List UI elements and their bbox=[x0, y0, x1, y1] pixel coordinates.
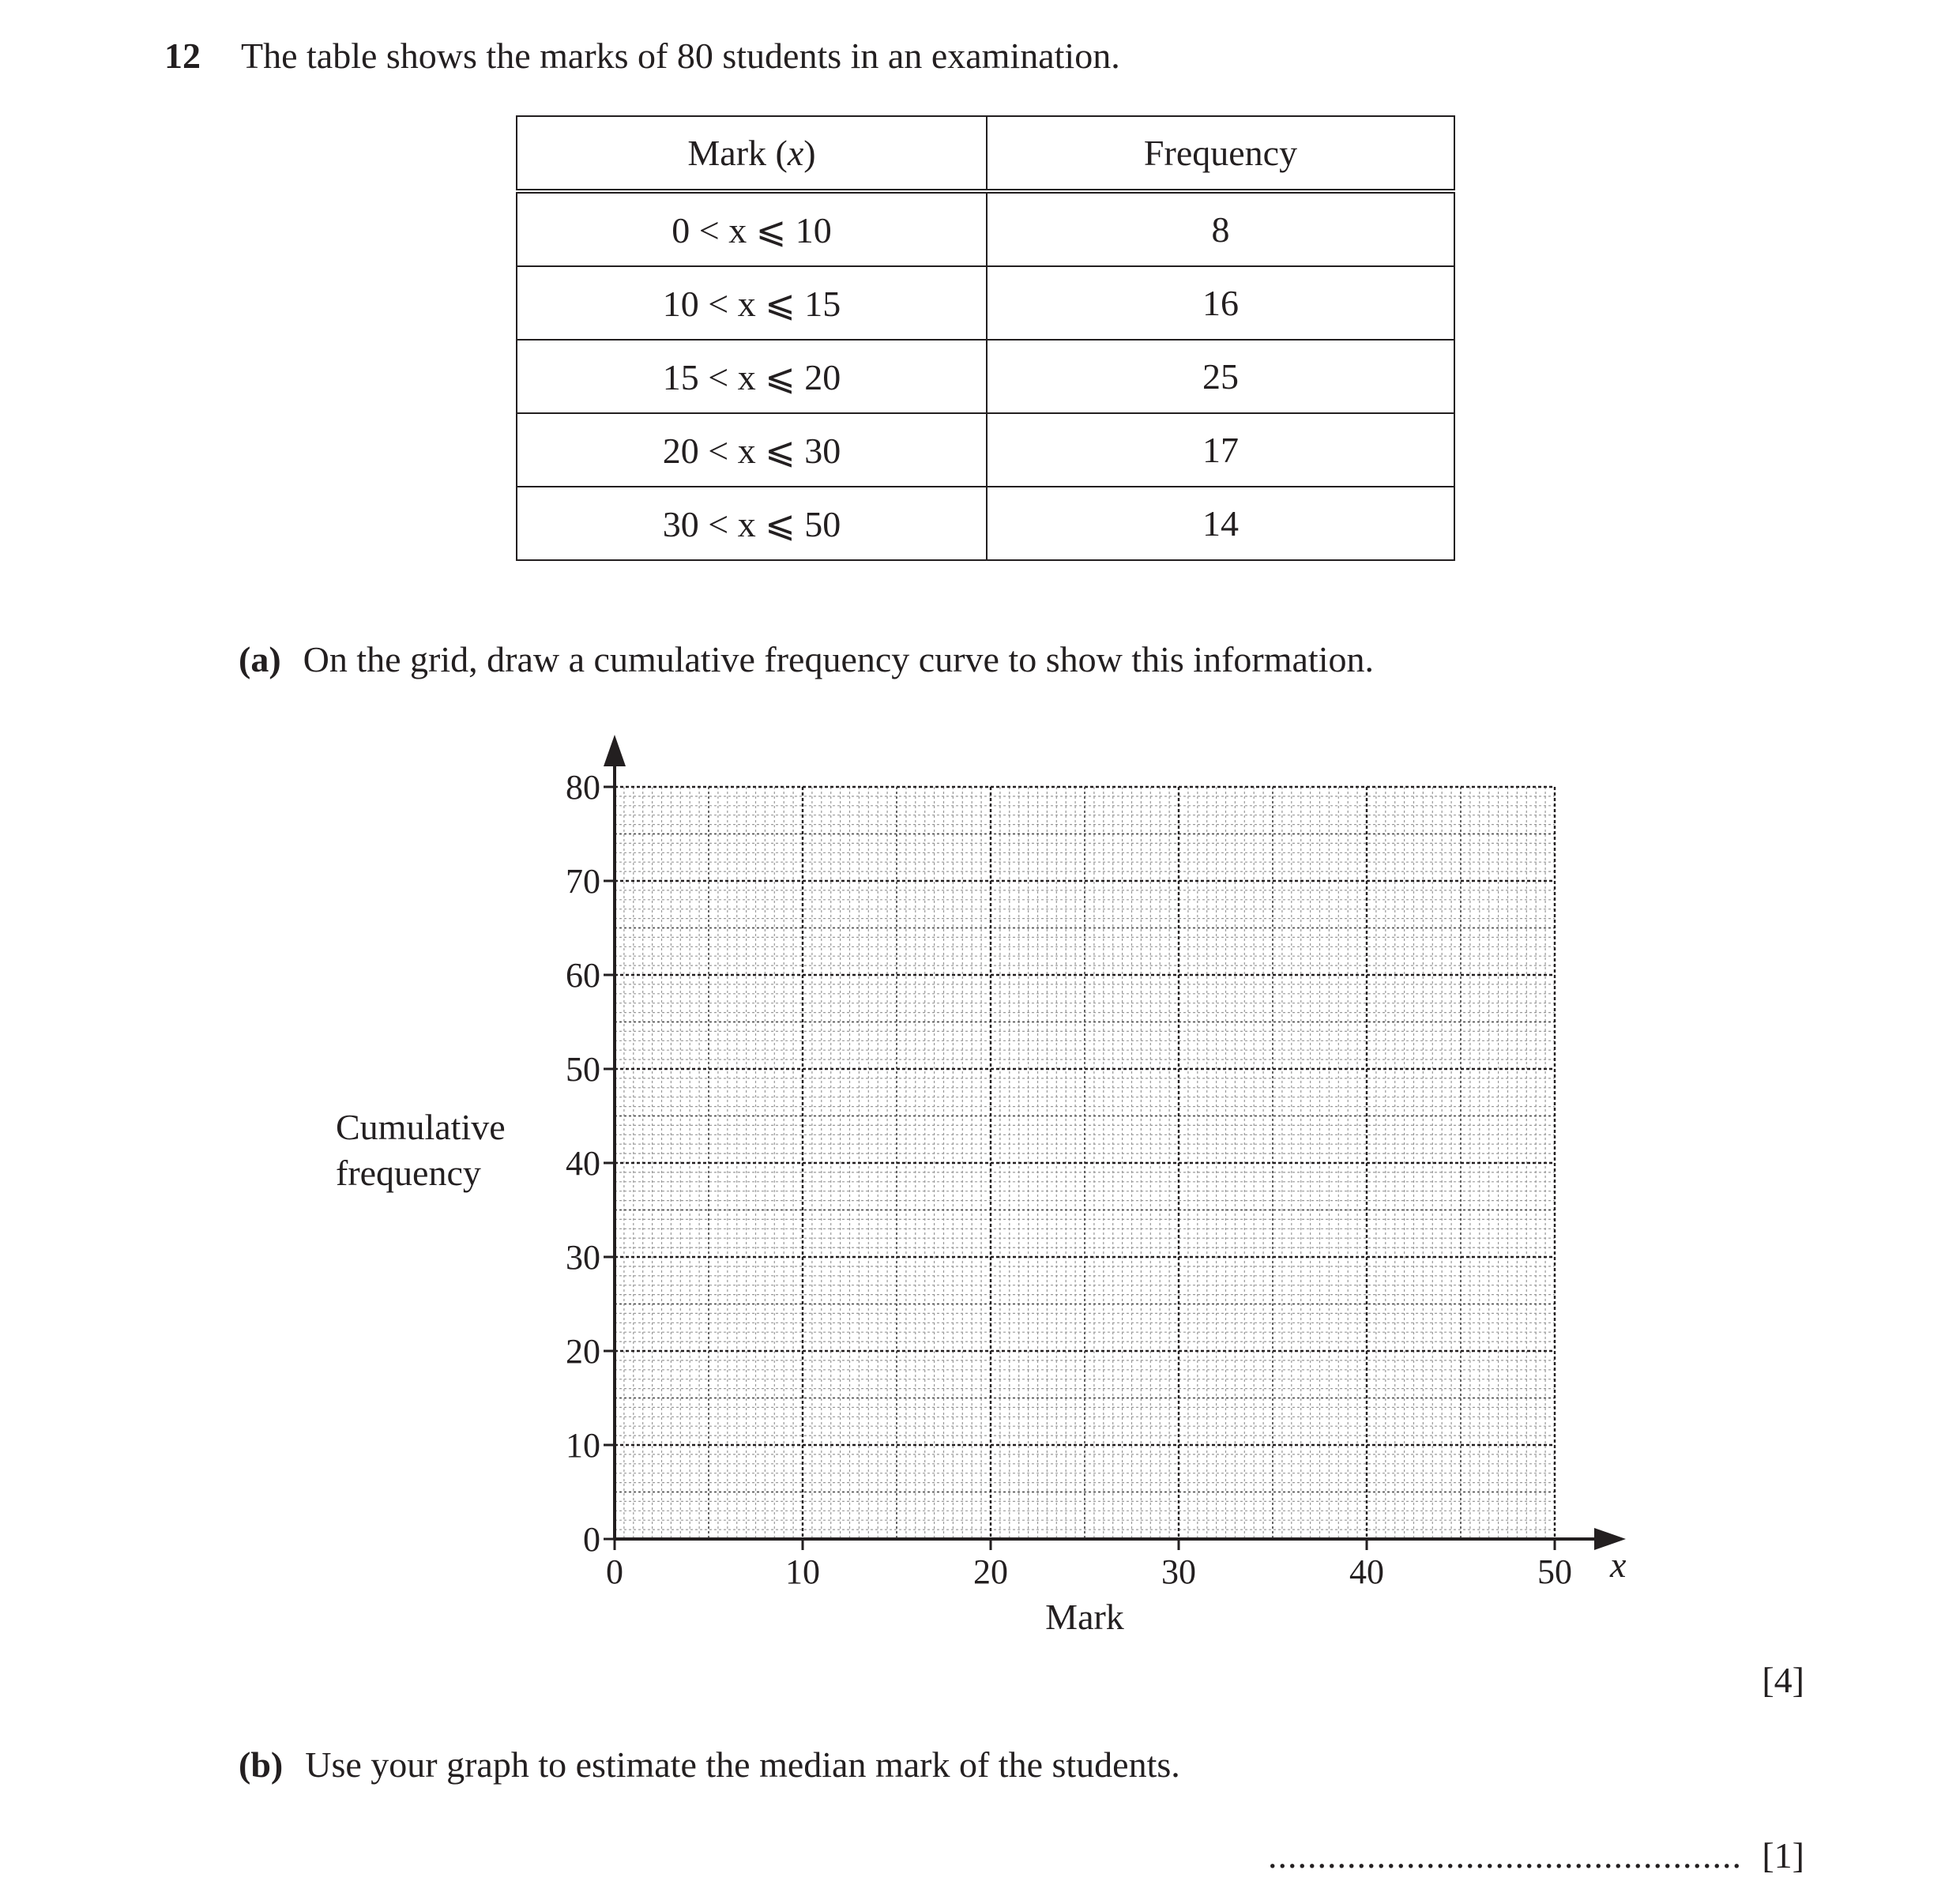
header-mark: Mark (x) bbox=[517, 116, 987, 191]
frequency-cell: 14 bbox=[987, 487, 1454, 560]
part-b-marks: [1] bbox=[1762, 1835, 1804, 1876]
part-a-text: On the grid, draw a cumulative frequency curve to show this information. bbox=[303, 639, 1374, 679]
mark-range-cell: 10 < x ⩽ 15 bbox=[517, 266, 987, 340]
axes bbox=[604, 735, 1626, 1550]
y-tick-label: 20 bbox=[566, 1332, 600, 1371]
x-tick-label: 20 bbox=[973, 1552, 1008, 1591]
y-tick-label: 60 bbox=[566, 956, 600, 995]
mark-range-cell: 30 < x ⩽ 50 bbox=[517, 487, 987, 560]
y-tick-label: 70 bbox=[566, 862, 600, 901]
frequency-cell: 25 bbox=[987, 340, 1454, 413]
y-tick-label: 40 bbox=[566, 1144, 600, 1183]
y-axis-title-line-1: Cumulative bbox=[336, 1107, 506, 1147]
y-tick-label: 0 bbox=[583, 1520, 600, 1559]
mark-range-cell: 15 < x ⩽ 20 bbox=[517, 340, 987, 413]
y-tick-label: 50 bbox=[566, 1050, 600, 1089]
part-a-label: (a) bbox=[239, 639, 281, 679]
frequency-cell: 17 bbox=[987, 413, 1454, 487]
tick-labels bbox=[566, 768, 1572, 1591]
question-number: 12 bbox=[164, 36, 201, 76]
part-a-marks: [4] bbox=[1762, 1660, 1804, 1700]
y-tick-label: 80 bbox=[566, 768, 600, 807]
x-axis-symbol: x bbox=[1610, 1545, 1627, 1585]
x-tick-label: 30 bbox=[1161, 1552, 1196, 1591]
part-b-label: (b) bbox=[239, 1744, 284, 1785]
x-tick-label: 0 bbox=[606, 1552, 623, 1591]
x-tick-label: 40 bbox=[1349, 1552, 1384, 1591]
x-tick-label: 50 bbox=[1537, 1552, 1572, 1591]
question-stem: The table shows the marks of 80 students in an examination. bbox=[241, 36, 1120, 76]
y-axis-title-line-2: frequency bbox=[336, 1153, 481, 1193]
x-tick-label: 10 bbox=[785, 1552, 820, 1591]
answer-line[interactable]: ................................................ bbox=[1268, 1835, 1742, 1876]
frequency-cell: 16 bbox=[987, 266, 1454, 340]
mark-range-cell: 20 < x ⩽ 30 bbox=[517, 413, 987, 487]
y-tick-label: 10 bbox=[566, 1426, 600, 1465]
y-tick-label: 30 bbox=[566, 1238, 600, 1277]
y-axis-arrowhead bbox=[604, 735, 626, 766]
header-frequency: Frequency bbox=[987, 116, 1454, 191]
frequency-cell: 8 bbox=[987, 191, 1454, 266]
part-b-text: Use your graph to estimate the median mark of the students. bbox=[305, 1744, 1180, 1785]
part-b bbox=[239, 1744, 1180, 1785]
x-axis-title: Mark bbox=[1045, 1597, 1124, 1637]
mark-range-cell: 0 < x ⩽ 10 bbox=[517, 191, 987, 266]
